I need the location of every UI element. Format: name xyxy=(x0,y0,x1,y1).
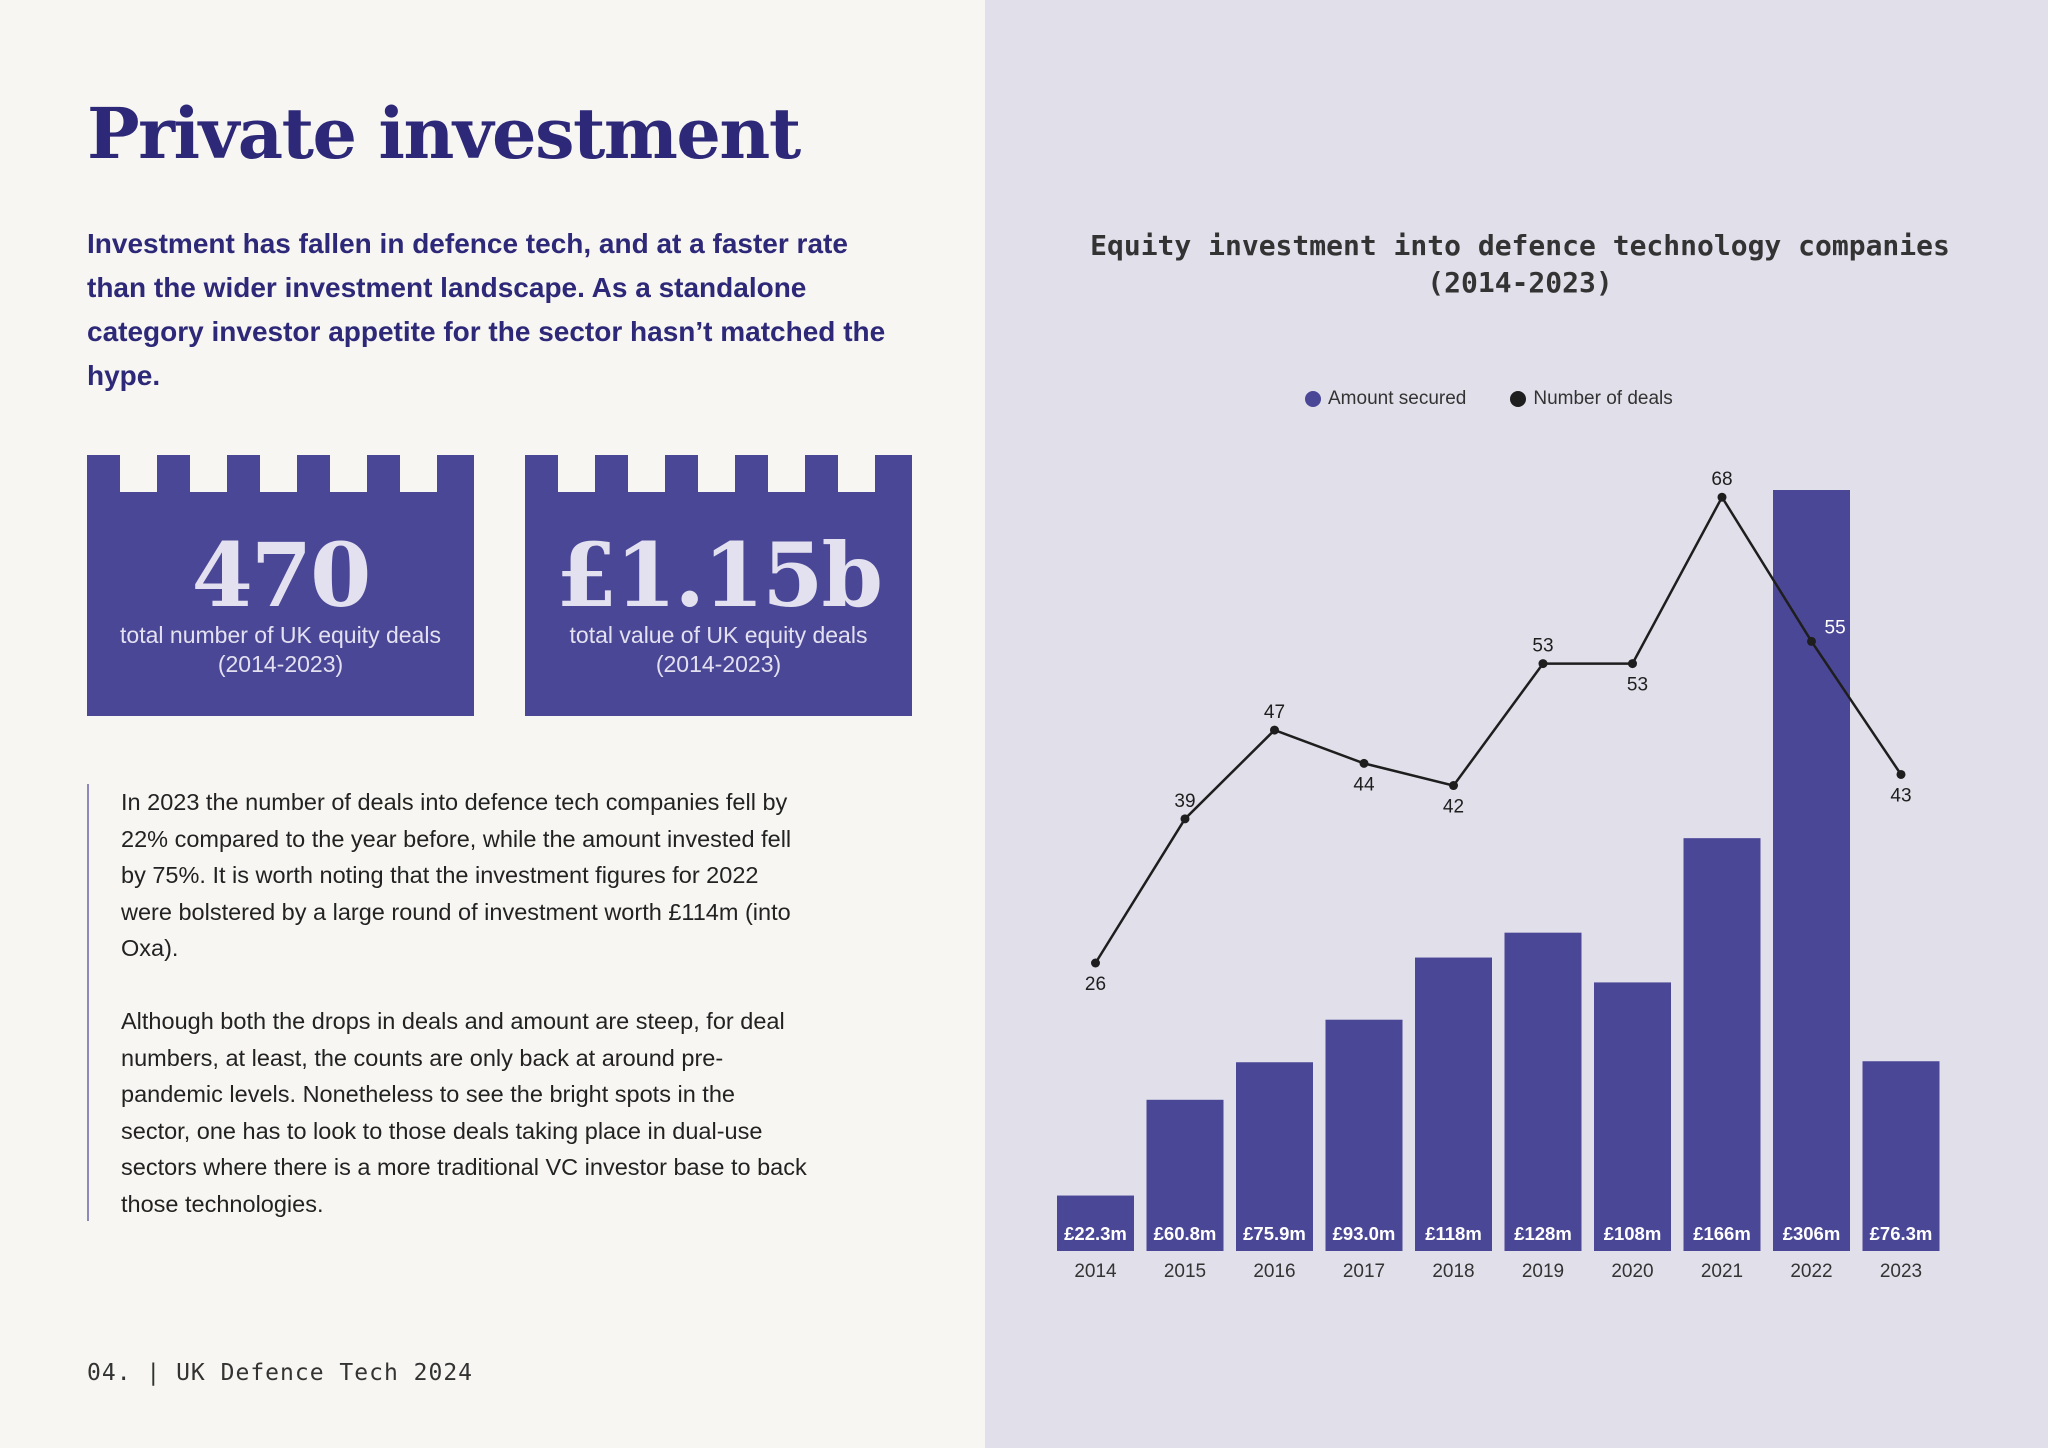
deals-point xyxy=(1181,814,1190,823)
page-title: Private investment xyxy=(87,92,800,175)
bar-value-label: £22.3m xyxy=(1064,1223,1127,1244)
deals-point-label: 42 xyxy=(1442,796,1465,818)
legend-label: Amount secured xyxy=(1328,388,1467,409)
commentary-block xyxy=(87,784,809,1221)
bar xyxy=(1326,1020,1403,1251)
deals-point-label: 47 xyxy=(1263,702,1286,724)
deals-point-label: 44 xyxy=(1353,774,1375,796)
bar-value-label: £128m xyxy=(1514,1223,1572,1244)
x-tick-label: 2015 xyxy=(1163,1261,1207,1282)
deals-point xyxy=(1539,659,1548,668)
deals-point-label: 53 xyxy=(1626,674,1649,696)
bar-value-label: £108m xyxy=(1603,1223,1662,1244)
stat-value: 470 xyxy=(191,523,370,627)
bar-value-label: £60.8m xyxy=(1153,1223,1217,1244)
deals-point-label: 26 xyxy=(1084,974,1107,995)
x-tick-label: 2021 xyxy=(1700,1261,1744,1282)
deals-point xyxy=(1091,959,1100,968)
bar-value-label: £118m xyxy=(1425,1223,1482,1244)
x-tick-label: 2020 xyxy=(1611,1261,1654,1282)
x-tick-label: 2016 xyxy=(1253,1261,1296,1282)
bar-value-label: £75.9m xyxy=(1243,1223,1306,1244)
deals-point xyxy=(1718,493,1727,502)
deals-point-label: 68 xyxy=(1711,469,1733,491)
stat-label: total number of UK equity deals (2014-2023) xyxy=(120,622,441,677)
combo-chart xyxy=(985,0,2048,1448)
stat-value: £1.15b xyxy=(555,523,882,627)
bar-value-label: £76.3m xyxy=(1869,1223,1933,1244)
legend-label: Number of deals xyxy=(1533,388,1673,409)
bar-value-label: £166m xyxy=(1693,1223,1751,1244)
chart-title: Equity investment into defence technology companies (2014-2023) xyxy=(1090,229,1950,299)
stat-label: total value of UK equity deals (2014-2023) xyxy=(569,622,868,677)
deals-point-label: 43 xyxy=(1890,785,1912,807)
x-tick-label: 2017 xyxy=(1342,1261,1386,1282)
intro-text: Investment has fallen in defence tech, and at a faster rate than the wider investment landscape. As a standalone category investor appetite for the sector hasn’t matched the hype. xyxy=(87,228,886,391)
bar-value-label: £306m xyxy=(1782,1223,1841,1244)
stat-card-value xyxy=(525,455,912,716)
deals-point xyxy=(1897,770,1906,779)
battlement-decoration xyxy=(87,455,474,494)
bar xyxy=(1684,838,1761,1251)
commentary-paragraph: In 2023 the number of deals into defence tech companies fell by 22% compared to the year before, while the amount invested fell by 75%. It is worth noting that the investment figures for 2022 were bolstered by a large round of investment worth £114m (into Oxa). xyxy=(121,789,792,961)
x-tick-label: 2014 xyxy=(1074,1261,1117,1282)
x-tick-label: 2019 xyxy=(1521,1261,1565,1282)
commentary-paragraph: Although both the drops in deals and amount are steep, for deal numbers, at least, the counts are only back at around pre-pandemic levels. Nonetheless to see the bright spots in the sector, one has to look to those deals taking place in dual-use sectors where there is a more traditional VC investor base to back those technologies. xyxy=(121,1008,807,1217)
x-tick-label: 2022 xyxy=(1790,1261,1833,1282)
deals-point xyxy=(1449,781,1458,790)
deals-point xyxy=(1270,726,1279,735)
x-tick-label: 2023 xyxy=(1879,1261,1923,1282)
x-tick-label: 2018 xyxy=(1432,1261,1475,1282)
page-footer: 04. | UK Defence Tech 2024 xyxy=(87,1360,474,1386)
deals-point-label: 39 xyxy=(1174,790,1196,812)
deals-point xyxy=(1360,759,1369,768)
battlement-decoration xyxy=(525,455,912,494)
bar xyxy=(1415,958,1492,1251)
bar xyxy=(1505,933,1582,1251)
bar-value-label: £93.0m xyxy=(1332,1223,1396,1244)
deals-point xyxy=(1628,659,1637,668)
deals-point xyxy=(1807,637,1816,646)
bar xyxy=(1773,490,1850,1251)
bar xyxy=(1594,982,1671,1251)
left-panel xyxy=(0,0,985,1448)
stat-card-deals xyxy=(87,455,474,716)
deals-point-label: 55 xyxy=(1824,617,1846,639)
deals-point-label: 53 xyxy=(1532,635,1554,657)
